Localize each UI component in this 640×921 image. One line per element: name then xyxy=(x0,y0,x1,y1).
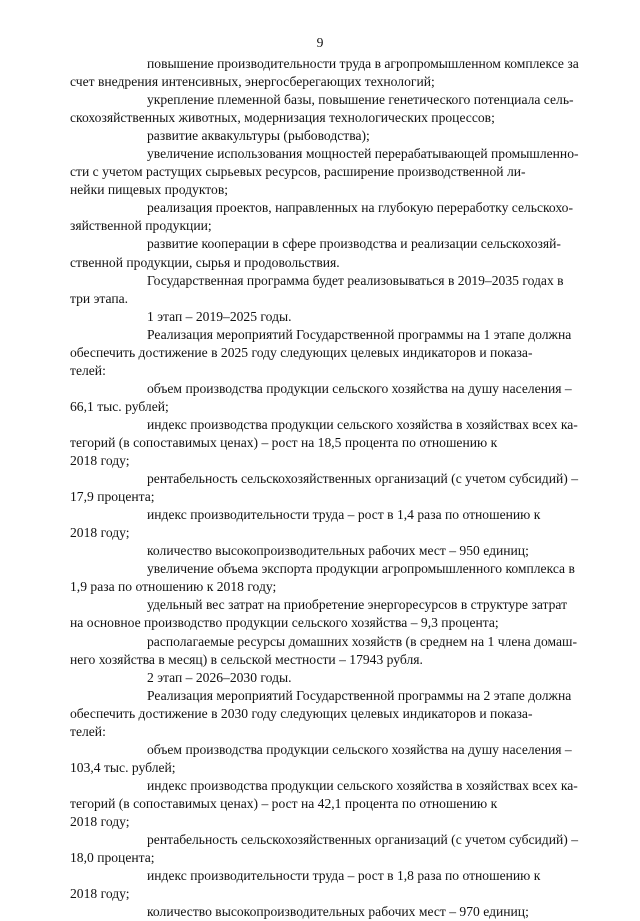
paragraph xyxy=(118,903,596,921)
text-line: 18,0 процента; xyxy=(70,850,155,866)
text-line: 2 этап – 2026–2030 годы. xyxy=(147,669,292,685)
document-body xyxy=(70,55,596,921)
text-line: тегорий (в сопоставимых ценах) – рост на 18,5 процента по отношению к xyxy=(70,434,498,450)
paragraph xyxy=(70,596,596,632)
text-line: него хозяйства в месяц) в сельской местности – 17943 рубля. xyxy=(70,651,423,667)
paragraph xyxy=(70,633,596,669)
paragraph xyxy=(118,308,596,326)
text-line: тегорий (в сопоставимых ценах) – рост на 42,1 процента по отношению к xyxy=(70,795,498,811)
paragraph xyxy=(70,272,596,308)
text-line: рентабельность сельскохозяйственных организаций (с учетом субсидий) – xyxy=(147,471,578,487)
text-line: 1,9 раза по отношению к 2018 году; xyxy=(70,579,277,595)
text-line: количество высокопроизводительных рабочих мест – 970 единиц; xyxy=(147,904,529,920)
text-line: нейки пищевых продуктов; xyxy=(70,182,229,198)
paragraph xyxy=(70,741,596,777)
paragraph xyxy=(70,91,596,127)
text-line: увеличение использования мощностей перерабатывающей промышленно- xyxy=(147,146,579,162)
paragraph xyxy=(70,199,596,235)
text-line: рентабельность сельскохозяйственных организаций (с учетом субсидий) – xyxy=(147,832,578,848)
text-line: 2018 году; xyxy=(70,525,130,541)
text-line: скохозяйственных животных, модернизация технологических процессов; xyxy=(70,110,495,126)
paragraph xyxy=(118,542,596,560)
paragraph xyxy=(118,669,596,687)
paragraph xyxy=(70,867,596,903)
text-line: счет внедрения интенсивных, энергосберегающих технологий; xyxy=(70,74,435,90)
text-line: Государственная программа будет реализовываться в 2019–2035 годах в xyxy=(147,272,564,288)
text-line: 103,4 тыс. рублей; xyxy=(70,759,176,775)
text-line: индекс производительности труда – рост в 1,4 раза по отношению к xyxy=(147,507,541,523)
text-line: количество высокопроизводительных рабочих мест – 950 единиц; xyxy=(147,543,529,559)
text-line: Реализация мероприятий Государственной программы на 1 этапе должна xyxy=(147,326,572,342)
text-line: увеличение объема экспорта продукции агропромышленного комплекса в xyxy=(147,561,575,577)
text-line: три этапа. xyxy=(70,290,129,306)
paragraph xyxy=(70,777,596,831)
text-line: обеспечить достижение в 2025 году следующих целевых индикаторов и показа- xyxy=(70,344,533,360)
text-line: телей: xyxy=(70,723,106,739)
paragraph xyxy=(70,687,596,741)
text-line: развитие аквакультуры (рыбоводства); xyxy=(147,128,370,144)
paragraph xyxy=(118,127,596,145)
paragraph xyxy=(70,416,596,470)
text-line: индекс производства продукции сельского хозяйства в хозяйствах всех ка- xyxy=(147,777,578,793)
text-line: Реализация мероприятий Государственной программы на 2 этапе должна xyxy=(147,687,572,703)
text-line: 66,1 тыс. рублей; xyxy=(70,398,169,414)
paragraph xyxy=(70,831,596,867)
paragraph xyxy=(70,560,596,596)
text-line: реализация проектов, направленных на глубокую переработку сельскохо- xyxy=(147,200,573,216)
paragraph xyxy=(70,235,596,271)
text-line: индекс производства продукции сельского хозяйства в хозяйствах всех ка- xyxy=(147,416,578,432)
text-line: повышение производительности труда в агропромышленном комплексе за xyxy=(147,56,579,71)
text-line: 2018 году; xyxy=(70,453,130,469)
text-line: обеспечить достижение в 2030 году следующих целевых индикаторов и показа- xyxy=(70,705,533,721)
text-line: развитие кооперации в сфере производства и реализации сельскохозяй- xyxy=(147,236,561,252)
text-line: 2018 году; xyxy=(70,886,130,902)
text-line: 2018 году; xyxy=(70,813,130,829)
text-line: телей: xyxy=(70,362,106,378)
text-line: удельный вес затрат на приобретение энергоресурсов в структуре затрат xyxy=(147,597,568,613)
text-line: сти с учетом растущих сырьевых ресурсов, расширение производственной ли- xyxy=(70,164,526,180)
paragraph xyxy=(70,145,596,199)
page-number: 9 xyxy=(316,35,324,50)
text-line: зяйственной продукции; xyxy=(70,218,212,234)
text-line: объем производства продукции сельского хозяйства на душу населения – xyxy=(147,380,572,396)
text-line: на основное производство продукции сельского хозяйства – 9,3 процента; xyxy=(70,615,499,631)
text-line: 17,9 процента; xyxy=(70,489,155,505)
text-line: укрепление племенной базы, повышение генетического потенциала сель- xyxy=(147,92,574,108)
paragraph xyxy=(70,506,596,542)
text-line: 1 этап – 2019–2025 годы. xyxy=(147,308,292,324)
paragraph xyxy=(70,326,596,380)
paragraph xyxy=(70,55,596,91)
paragraph xyxy=(70,380,596,416)
text-line: располагаемые ресурсы домашних хозяйств (в среднем на 1 члена домаш- xyxy=(147,633,578,649)
paragraph xyxy=(70,470,596,506)
text-line: объем производства продукции сельского хозяйства на душу населения – xyxy=(147,741,572,757)
text-line: индекс производительности труда – рост в 1,8 раза по отношению к xyxy=(147,868,541,884)
text-line: ственной продукции, сырья и продовольствия. xyxy=(70,254,340,270)
